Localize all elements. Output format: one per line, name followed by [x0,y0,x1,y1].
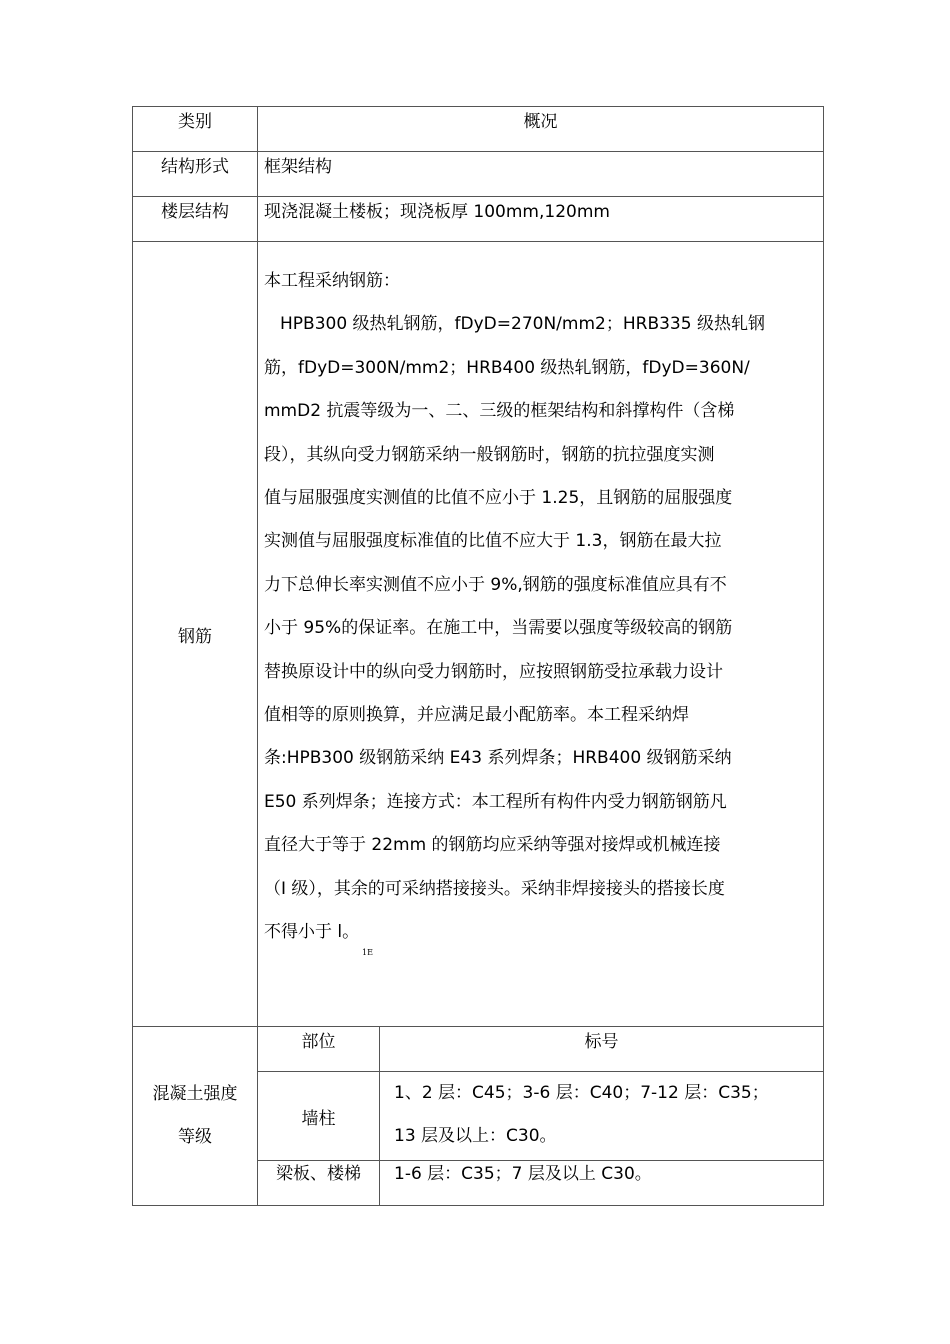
steel-line: （I 级），其余的可采纳搭接接头。采纳非焊接接头的搭接长度 [264,878,725,899]
concrete-grade [380,1161,824,1206]
steel-line: 段），其纵向受力钢筋采纳一般钢筋时，钢筋的抗拉强度实测 [264,444,715,465]
concrete-head-part: 部位 [258,1027,380,1072]
steel-line: mmD2 抗震等级为一、二、三级的框架结构和斜撑构件（含梯 [264,401,735,422]
steel-line: 实测值与屈服强度标准值的比值不应大于 1.3，钢筋在最大拉 [264,531,722,552]
steel-line: 条:HPB300 级钢筋采纳 E43 系列焊条；HRB400 级钢筋采纳 [264,748,732,769]
subscript-label: 1E [362,947,373,957]
row-value-floor: 现浇混凝土楼板；现浇板厚 100mm,120mm [258,197,824,242]
header-category: 类别 [133,107,258,152]
header-overview: 概况 [258,107,824,152]
row-label-steel: 钢筋 [133,242,258,1027]
table-row-concrete-head [133,1027,824,1072]
steel-line: HPB300 级热轧钢筋，fDyD=270N/mm2；HRB335 级热轧钢 [280,314,765,335]
steel-line: 值相等的原则换算，并应满足最小配筋率。本工程采纳焊 [264,705,689,726]
table-row-steel [133,242,824,1027]
concrete-label-line: 等级 [178,1127,212,1147]
row-label-floor: 楼层结构 [133,197,258,242]
steel-line: 小于 95%的保证率。在施工中，当需要以强度等级较高的钢筋 [264,618,733,639]
steel-line: 力下总伸长率实测值不应小于 9%,钢筋的强度标准值应具有不 [264,574,727,595]
row-label-concrete [133,1027,258,1206]
steel-description [258,242,824,1027]
concrete-part: 墙柱 [258,1072,380,1161]
concrete-label-line: 混凝土强度 [152,1084,238,1104]
table-row [133,152,824,197]
steel-line: 替换原设计中的纵向受力钢筋时，应按照钢筋受拉承载力设计 [264,661,723,682]
concrete-head-grade: 标号 [380,1027,824,1072]
steel-line: 本工程采纳钢筋： [264,271,400,291]
steel-line: 直径大于等于 22mm 的钢筋均应采纳等强对接焊或机械连接 [264,835,721,856]
concrete-part: 梁板、楼梯 [258,1161,380,1206]
steel-line: E50 系列焊条；连接方式：本工程所有构件内受力钢筋钢筋凡 [264,791,727,812]
steel-line: 筋，fDyD=300N/mm2；HRB400 级热轧钢筋，fDyD=360N/ [264,357,750,378]
table-header-row [133,107,824,152]
spec-table [132,106,824,1206]
steel-line: 不得小于 l。 [264,922,360,943]
row-label-structure: 结构形式 [133,152,258,197]
concrete-grade-line: 1-6 层：C35；7 层及以上 C30。 [394,1164,652,1184]
row-value-structure: 框架结构 [258,152,824,197]
concrete-grade-line: 13 层及以上：C30。 [394,1126,557,1146]
concrete-grade [380,1072,824,1161]
table-row [133,197,824,242]
steel-line: 值与屈服强度实测值的比值不应小于 1.25，且钢筋的屈服强度 [264,488,733,509]
concrete-grade-line: 1、2 层：C45；3-6 层：C40；7-12 层：C35； [394,1083,769,1103]
